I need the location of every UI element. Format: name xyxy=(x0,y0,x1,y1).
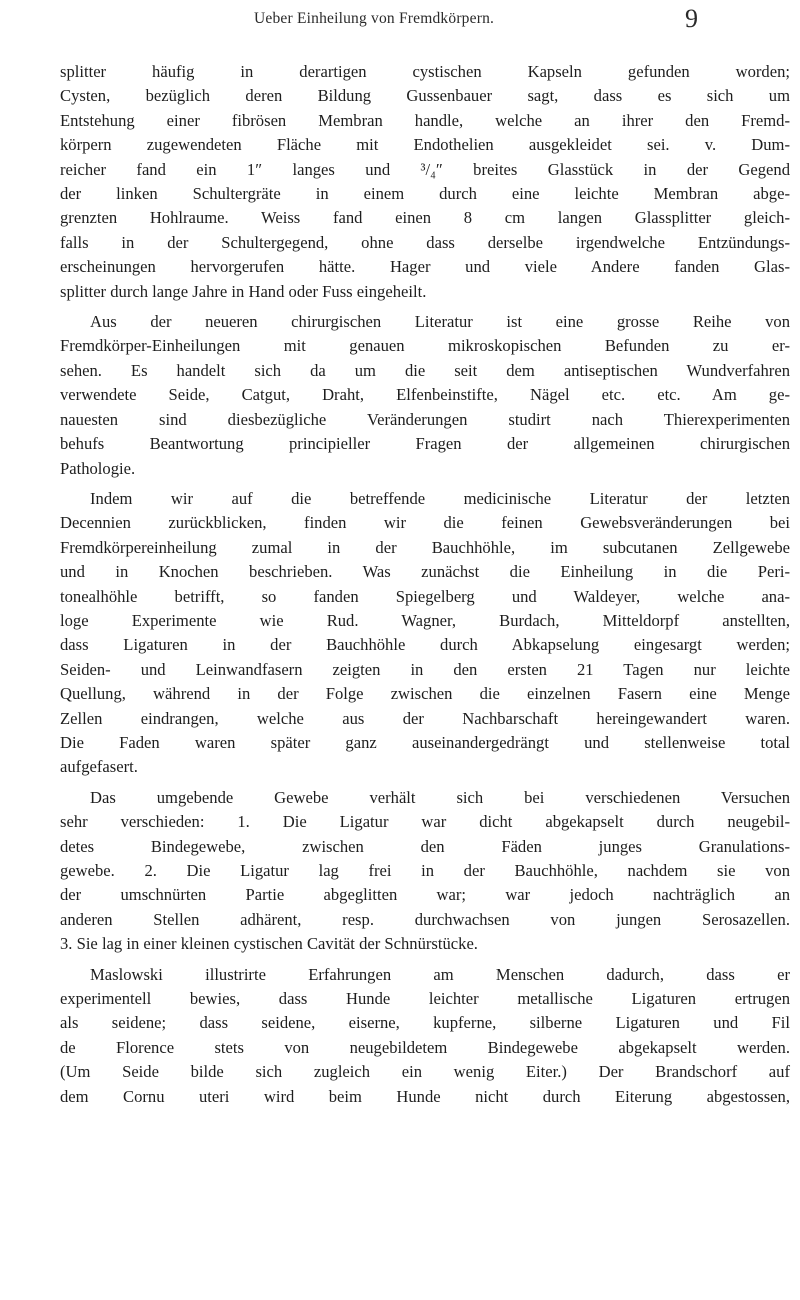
text-line: der umschnürten Partie abgeglitten war; war jedoch nachträglich an xyxy=(60,885,790,905)
paragraph-4 xyxy=(60,786,790,957)
text-line: Seiden- und Leinwandfasern zeigten in den ersten 21 Tagen nur leichte xyxy=(60,659,790,679)
text-line: nauesten sind diesbezügliche Veränderungen studirt nach Thierexperimenten xyxy=(60,409,790,429)
text-line: tonealhöhle betrifft, so fanden Spiegelberg und Waldeyer, welche ana- xyxy=(60,586,790,606)
text-line: Fremdkörpereinheilung zumal in der Bauchhöhle, im subcutanen Zellgewebe xyxy=(60,537,790,557)
text-line: aufgefasert. xyxy=(60,757,138,777)
paragraph-1 xyxy=(60,60,790,304)
text-line: 3. Sie lag in einer kleinen cystischen Cavität der Schnürstücke. xyxy=(60,934,478,954)
page-number: 9 xyxy=(685,4,698,33)
page-header xyxy=(254,4,698,34)
text-line: falls in der Schultergegend, ohne dass derselbe irgendwelche Entzündungs- xyxy=(60,232,790,252)
text-line: körpern zugewendeten Fläche mit Endothelien ausgekleidet sei. v. Dum- xyxy=(60,135,790,155)
text-line: experimentell bewies, dass Hunde leichter metallische Ligaturen ertrugen xyxy=(60,989,790,1009)
text-line: detes Bindegewebe, zwischen den Fäden junges Granulations- xyxy=(60,836,790,856)
text-line: sehen. Es handelt sich da um die seit dem antiseptischen Wundverfahren xyxy=(60,360,790,380)
text-line: und in Knochen beschrieben. Was zunächst die Einheilung in die Peri- xyxy=(60,562,790,582)
text-line: splitter durch lange Jahre in Hand oder Fuss eingeheilt. xyxy=(60,281,427,301)
text-line: verwendete Seide, Catgut, Draht, Elfenbeinstifte, Nägel etc. etc. Am ge- xyxy=(60,385,790,405)
paragraph-2 xyxy=(60,310,790,481)
running-head: Ueber Einheilung von Fremdkörpern. xyxy=(254,10,495,27)
text-line: Quellung, während in der Folge zwischen die einzelnen Fasern eine Menge xyxy=(60,684,790,704)
text-line: behufs Beantwortung principieller Fragen der allgemeinen chirurgischen xyxy=(60,434,790,454)
text-line: splitter häufig in derartigen cystischen Kapseln gefunden worden; xyxy=(60,62,790,81)
text-line: Die Faden waren später ganz auseinandergedrängt und stellenweise total xyxy=(60,732,790,752)
paragraph-5 xyxy=(60,963,790,1109)
text-line: als seidene; dass seidene, eiserne, kupferne, silberne Ligaturen und Fil xyxy=(60,1013,790,1033)
text-line: grenzten Hohlraume. Weiss fand einen 8 cm langen Glassplitter gleich- xyxy=(60,208,790,228)
text-line: loge Experimente wie Rud. Wagner, Burdach, Mitteldorpf anstellten, xyxy=(60,610,790,630)
text-line: Cysten, bezüglich deren Bildung Gussenbauer sagt, dass es sich um xyxy=(60,86,790,106)
text-line: (Um Seide bilde sich zugleich ein wenig Eiter.) Der Brandschorf auf xyxy=(60,1062,790,1082)
text-line: dem Cornu uteri wird beim Hunde nicht durch Eiterung abgestossen, xyxy=(60,1086,790,1106)
text-line: dass Ligaturen in der Bauchhöhle durch Abkapselung eingesargt werden; xyxy=(60,635,790,655)
body-text xyxy=(60,60,790,1109)
text-line: Decennien zurückblicken, finden wir die feinen Gewebsveränderungen bei xyxy=(60,513,790,533)
text-line: Indem wir auf die betreffende medicinische Literatur der letzten xyxy=(90,488,790,508)
text-line: Maslowski illustrirte Erfahrungen am Menschen dadurch, dass er xyxy=(90,964,790,984)
text-line: Fremdkörper-Einheilungen mit genauen mikroskopischen Befunden zu er- xyxy=(60,336,790,356)
text-line: Pathologie. xyxy=(60,458,136,478)
text-line: Das umgebende Gewebe verhält sich bei verschiedenen Versuchen xyxy=(90,787,790,807)
text-line: Entstehung einer fibrösen Membran handle, welche an ihrer den Fremd- xyxy=(60,110,790,130)
text-line: Zellen eindrangen, welche aus der Nachbarschaft hereingewandert waren. xyxy=(60,708,790,728)
text-line: de Florence stets von neugebildetem Bindegewebe abgekapselt werden. xyxy=(60,1037,790,1057)
text-line: der linken Schultergräte in einem durch eine leichte Membran abge- xyxy=(60,184,790,204)
paragraph-3 xyxy=(60,487,790,780)
text-line: anderen Stellen adhärent, resp. durchwachsen von jungen Serosazellen. xyxy=(60,909,790,929)
text-line: gewebe. 2. Die Ligatur lag frei in der Bauchhöhle, nachdem sie von xyxy=(60,861,790,880)
text-line: Aus der neueren chirurgischen Literatur ist eine grosse Reihe von xyxy=(90,312,790,332)
text-line: reicher fand ein 1″ langes und ³/₄″ breites Glasstück in der Gegend xyxy=(60,159,790,179)
text-line: erscheinungen hervorgerufen hätte. Hager und viele Andere fanden Glas- xyxy=(60,257,790,277)
text-line: sehr verschieden: 1. Die Ligatur war dicht abgekapselt durch neugebil- xyxy=(60,812,790,832)
